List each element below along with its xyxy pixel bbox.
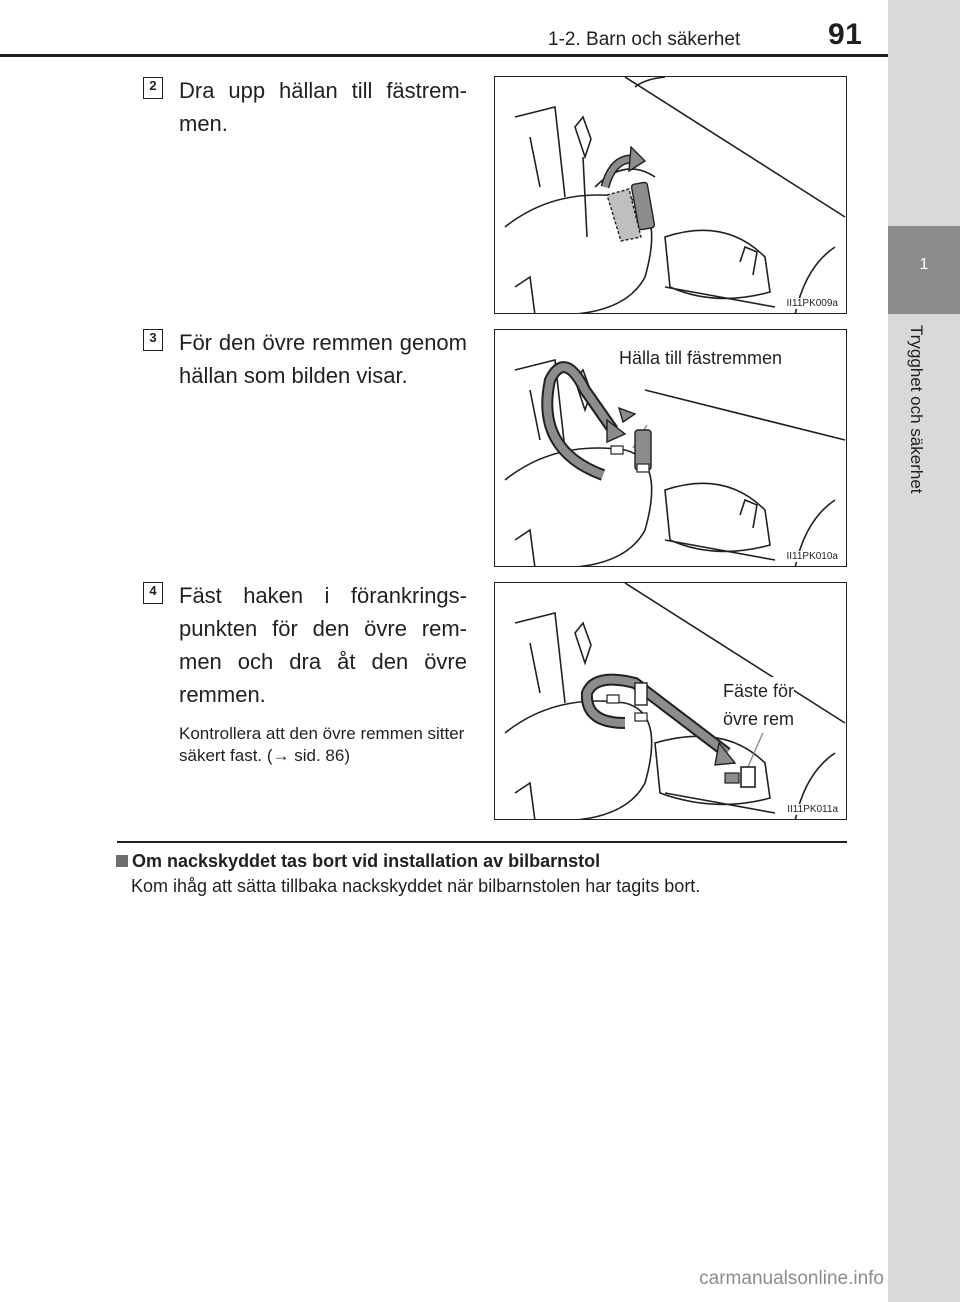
figure-id: II11PK010a bbox=[786, 551, 838, 562]
section-heading bbox=[116, 851, 600, 872]
step-number-badge: 4 bbox=[143, 582, 163, 604]
step-4 bbox=[143, 579, 467, 767]
figure-id: II11PK009a bbox=[786, 298, 838, 309]
figure-id: II11PK011a bbox=[787, 804, 838, 815]
side-tab-strip bbox=[888, 0, 960, 1302]
figure-attach-anchor bbox=[494, 582, 847, 820]
header-section-title: 1-2. Barn och säkerhet bbox=[548, 29, 741, 50]
step-text: För den övre remmen genom hällan som bilden visar. bbox=[179, 330, 467, 388]
seat-illustration bbox=[495, 77, 847, 314]
step-3 bbox=[143, 326, 467, 392]
step-2 bbox=[143, 74, 467, 140]
step-text: Dra upp hällan till fästrem-men. bbox=[179, 78, 467, 136]
step-number-badge: 2 bbox=[143, 77, 163, 99]
side-tab-chapter-number: 1 bbox=[919, 256, 929, 273]
page-number: 91 bbox=[828, 18, 863, 51]
header-rule bbox=[0, 54, 888, 57]
step-text: Fäst haken i förankrings-punkten för den övre rem-men och dra åt den övre remmen. bbox=[179, 583, 467, 707]
seat-illustration bbox=[495, 583, 847, 820]
step-number-badge: 3 bbox=[143, 329, 163, 351]
callout-anchor-line-2: övre rem bbox=[723, 705, 794, 733]
callout-tether-hook: Hälla till fästremmen bbox=[619, 344, 782, 372]
step-note: Kontrollera att den övre remmen sitter säkert fast. (→ sid. 86) bbox=[179, 724, 465, 765]
section-body: Kom ihåg att sätta tillbaka nackskyddet när bilbarnstolen har tagits bort. bbox=[131, 876, 701, 896]
square-bullet-icon bbox=[116, 855, 128, 867]
figure-pull-up-tether-hook bbox=[494, 76, 847, 314]
section-rule bbox=[117, 841, 847, 843]
figure-route-top-strap bbox=[494, 329, 847, 567]
section-heading-text: Om nackskyddet tas bort vid installation av bilbarnstol bbox=[132, 851, 601, 871]
watermark[interactable]: carmanualsonline.info bbox=[699, 1268, 884, 1289]
side-tab-chapter-title: Trygghet och säkerhet bbox=[907, 325, 926, 494]
callout-anchor-line-1: Fäste för bbox=[723, 677, 794, 705]
